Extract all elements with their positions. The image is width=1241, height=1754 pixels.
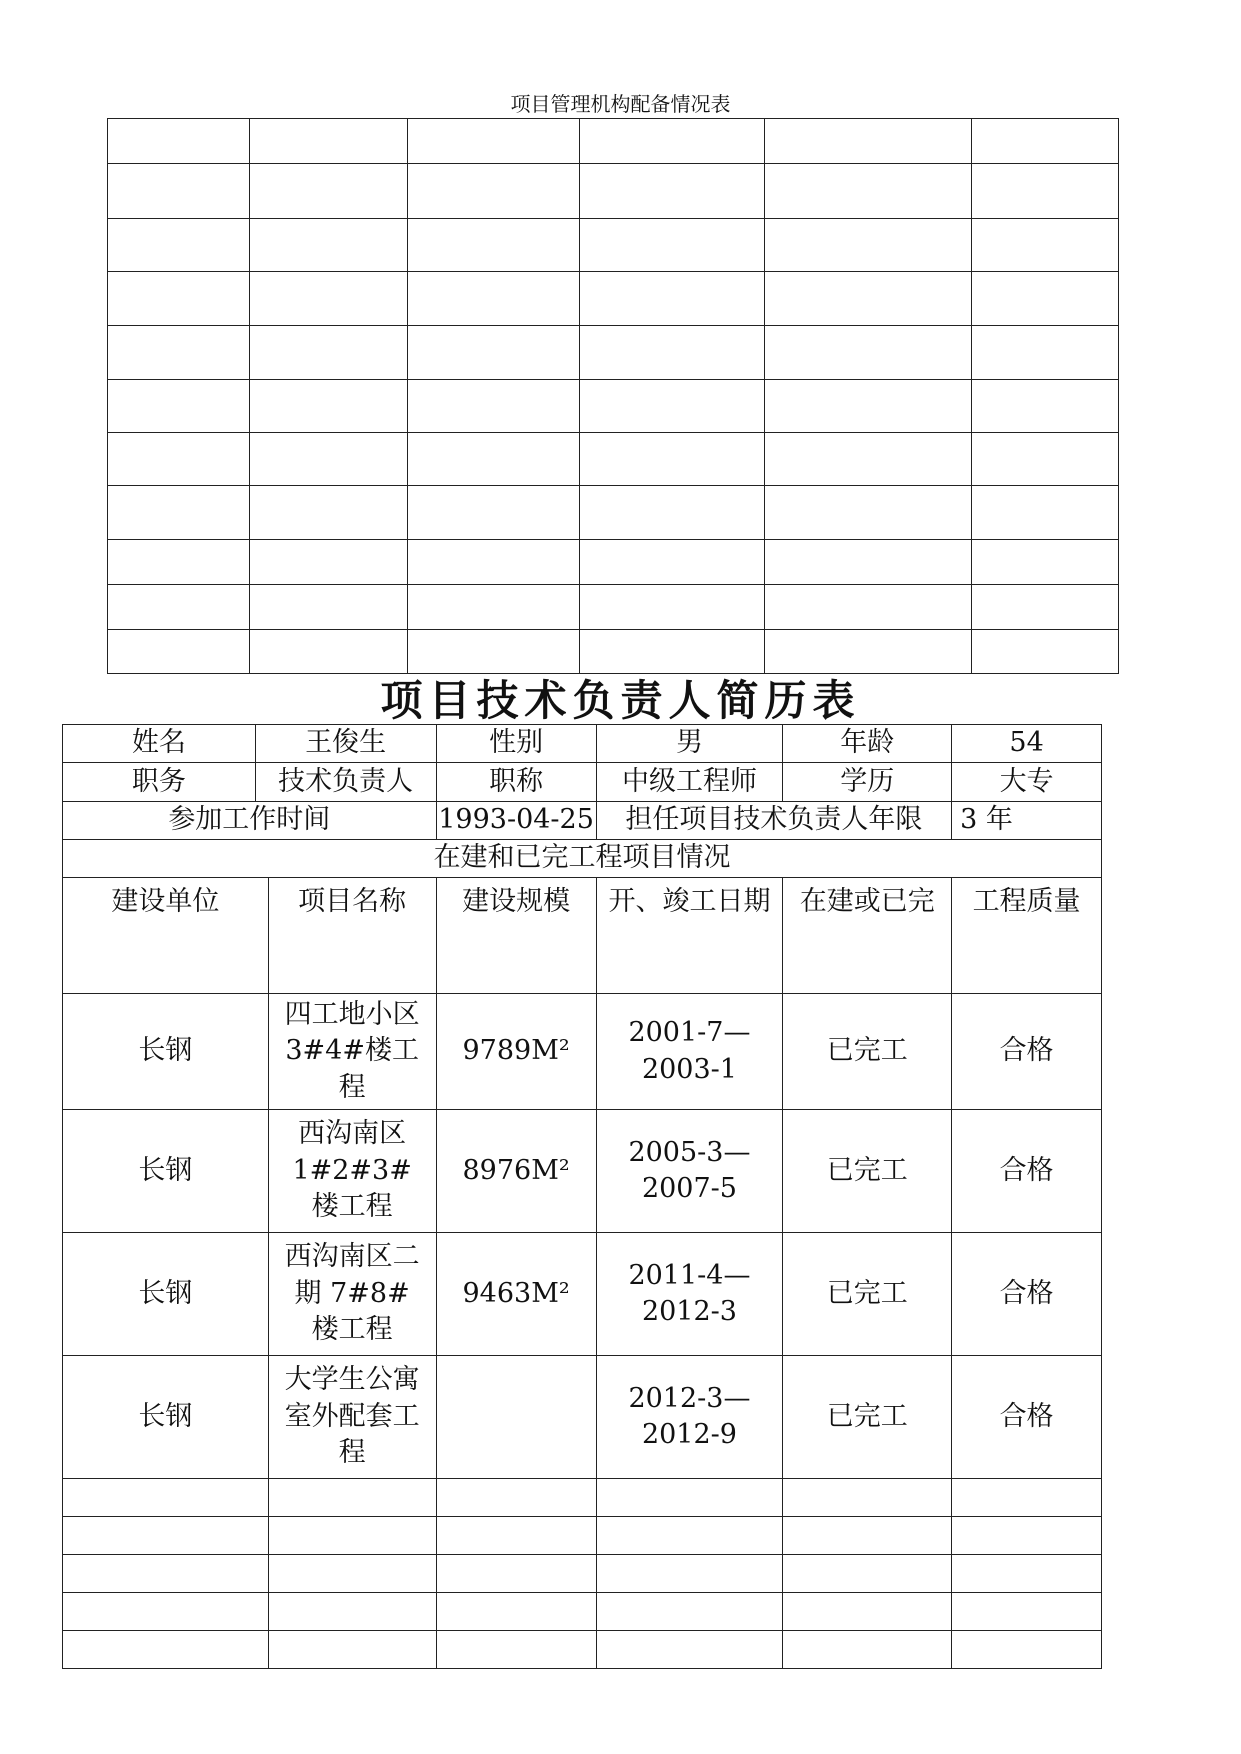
- staff-row: [108, 326, 1119, 380]
- staff-cell: [108, 486, 250, 540]
- staff-cell: [765, 486, 972, 540]
- project-unit: 长钢: [63, 994, 269, 1110]
- staff-cell: [579, 433, 765, 486]
- name-value: 王俊生: [255, 725, 436, 763]
- staff-cell: [249, 433, 407, 486]
- staff-cell: [249, 219, 407, 272]
- staff-cell: [407, 326, 579, 380]
- resume-row-position: [63, 763, 1102, 802]
- staff-cell: [108, 272, 250, 326]
- empty-cell: [436, 1555, 596, 1593]
- staff-row: [108, 164, 1119, 219]
- staff-cell: [579, 164, 765, 219]
- empty-cell: [952, 1555, 1102, 1593]
- empty-cell: [436, 1593, 596, 1631]
- staff-cell: [765, 272, 972, 326]
- staff-cell: [579, 585, 765, 630]
- staff-cell: [972, 540, 1119, 585]
- empty-cell: [63, 1479, 269, 1517]
- empty-cell: [63, 1517, 269, 1555]
- staff-cell: [579, 380, 765, 433]
- empty-cell: [596, 1631, 783, 1669]
- staff-cell: [579, 540, 765, 585]
- staff-row: [108, 219, 1119, 272]
- staff-cell: [108, 630, 250, 674]
- project-quality: 合格: [952, 1233, 1102, 1356]
- project-name: 西沟南区1#2#3#楼工程: [268, 1110, 436, 1233]
- staff-cell: [972, 585, 1119, 630]
- staff-cell: [108, 380, 250, 433]
- empty-cell: [952, 1517, 1102, 1555]
- header-quality: 工程质量: [952, 878, 1102, 994]
- staff-cell: [972, 164, 1119, 219]
- project-status: 已完工: [783, 994, 952, 1110]
- project-scale: 9463M²: [436, 1233, 596, 1356]
- header-dates: 开、竣工日期: [596, 878, 783, 994]
- project-unit: 长钢: [63, 1356, 269, 1479]
- staff-cell: [765, 630, 972, 674]
- project-dates: 2011-4—2012-3: [596, 1233, 783, 1356]
- rank-value: 中级工程师: [596, 763, 783, 802]
- empty-cell: [436, 1517, 596, 1555]
- staff-table: [107, 118, 1119, 674]
- staff-cell: [407, 219, 579, 272]
- staff-row: [108, 272, 1119, 326]
- staff-row: [108, 630, 1119, 674]
- staff-row: [108, 540, 1119, 585]
- staff-cell: [249, 540, 407, 585]
- education-label: 学历: [783, 763, 952, 802]
- staff-cell: [249, 585, 407, 630]
- staff-cell: [407, 540, 579, 585]
- section-label: 在建和已完工程项目情况: [63, 840, 1102, 878]
- age-label: 年龄: [783, 725, 952, 763]
- empty-cell: [783, 1593, 952, 1631]
- resume-row-basic: [63, 725, 1102, 763]
- empty-cell: [268, 1593, 436, 1631]
- resume-row-work: [63, 802, 1102, 840]
- project-unit: 长钢: [63, 1233, 269, 1356]
- staff-cell: [249, 380, 407, 433]
- name-label: 姓名: [63, 725, 256, 763]
- staff-cell: [765, 540, 972, 585]
- project-status: 已完工: [783, 1233, 952, 1356]
- project-quality: 合格: [952, 994, 1102, 1110]
- staff-cell: [108, 164, 250, 219]
- staff-cell: [972, 119, 1119, 164]
- empty-cell: [268, 1555, 436, 1593]
- empty-cell: [783, 1631, 952, 1669]
- empty-cell: [268, 1479, 436, 1517]
- staff-cell: [249, 272, 407, 326]
- empty-row: [63, 1479, 1102, 1517]
- tenure-value: 3 年: [952, 802, 1102, 840]
- staff-cell: [407, 585, 579, 630]
- empty-cell: [952, 1593, 1102, 1631]
- staff-row: [108, 380, 1119, 433]
- gender-value: 男: [596, 725, 783, 763]
- staff-cell: [765, 164, 972, 219]
- staff-cell: [407, 433, 579, 486]
- header-scale: 建设规模: [436, 878, 596, 994]
- empty-row: [63, 1555, 1102, 1593]
- staff-cell: [407, 630, 579, 674]
- staff-cell: [765, 380, 972, 433]
- empty-cell: [783, 1479, 952, 1517]
- project-dates: 2005-3—2007-5: [596, 1110, 783, 1233]
- staff-cell: [579, 272, 765, 326]
- staff-cell: [407, 272, 579, 326]
- staff-cell: [108, 585, 250, 630]
- staff-cell: [579, 630, 765, 674]
- staff-cell: [972, 380, 1119, 433]
- empty-cell: [596, 1555, 783, 1593]
- staff-cell: [765, 219, 972, 272]
- staff-cell: [407, 164, 579, 219]
- staff-cell: [249, 164, 407, 219]
- rank-label: 职称: [436, 763, 596, 802]
- empty-cell: [436, 1479, 596, 1517]
- empty-cell: [268, 1517, 436, 1555]
- project-scale: 8976M²: [436, 1110, 596, 1233]
- empty-cell: [596, 1593, 783, 1631]
- staff-cell: [108, 540, 250, 585]
- project-name: 四工地小区 3#4#楼工程: [268, 994, 436, 1110]
- staff-cell: [765, 433, 972, 486]
- staff-cell: [249, 486, 407, 540]
- staff-cell: [972, 326, 1119, 380]
- staff-cell: [579, 486, 765, 540]
- age-value: 54: [952, 725, 1102, 763]
- project-scale: 9789M²: [436, 994, 596, 1110]
- staff-cell: [765, 326, 972, 380]
- page-header: 项目管理机构配备情况表: [510, 92, 731, 116]
- project-header-row: [63, 878, 1102, 994]
- staff-cell: [972, 433, 1119, 486]
- project-row: [63, 994, 1102, 1110]
- staff-cell: [407, 119, 579, 164]
- gender-label: 性别: [436, 725, 596, 763]
- empty-cell: [783, 1517, 952, 1555]
- header-project-name: 项目名称: [268, 878, 436, 994]
- project-name: 西沟南区二期 7#8#楼工程: [268, 1233, 436, 1356]
- staff-cell: [765, 119, 972, 164]
- project-row: [63, 1110, 1102, 1233]
- project-row: [63, 1233, 1102, 1356]
- staff-cell: [765, 585, 972, 630]
- project-dates: 2012-3—2012-9: [596, 1356, 783, 1479]
- project-scale: [436, 1356, 596, 1479]
- staff-row: [108, 433, 1119, 486]
- empty-cell: [63, 1593, 269, 1631]
- staff-cell: [108, 219, 250, 272]
- project-status: 已完工: [783, 1110, 952, 1233]
- empty-cell: [783, 1555, 952, 1593]
- staff-cell: [249, 119, 407, 164]
- staff-cell: [972, 486, 1119, 540]
- position-label: 职务: [63, 763, 256, 802]
- staff-cell: [249, 326, 407, 380]
- empty-row: [63, 1631, 1102, 1669]
- staff-cell: [407, 486, 579, 540]
- tenure-label: 担任项目技术负责人年限: [596, 802, 952, 840]
- staff-row: [108, 119, 1119, 164]
- empty-cell: [63, 1555, 269, 1593]
- project-unit: 长钢: [63, 1110, 269, 1233]
- project-name: 大学生公寓室外配套工程: [268, 1356, 436, 1479]
- staff-row: [108, 486, 1119, 540]
- staff-cell: [579, 119, 765, 164]
- empty-row: [63, 1593, 1102, 1631]
- empty-cell: [596, 1517, 783, 1555]
- position-value: 技术负责人: [255, 763, 436, 802]
- staff-cell: [407, 380, 579, 433]
- start-value: 1993-04-25: [436, 802, 596, 840]
- empty-cell: [596, 1479, 783, 1517]
- resume-title: 项目技术负责人简历表: [380, 676, 861, 725]
- empty-cell: [63, 1631, 269, 1669]
- empty-cell: [952, 1631, 1102, 1669]
- staff-cell: [972, 219, 1119, 272]
- resume-section-row: [63, 840, 1102, 878]
- project-quality: 合格: [952, 1110, 1102, 1233]
- project-quality: 合格: [952, 1356, 1102, 1479]
- project-status: 已完工: [783, 1356, 952, 1479]
- empty-cell: [952, 1479, 1102, 1517]
- header-unit: 建设单位: [63, 878, 269, 994]
- staff-cell: [972, 272, 1119, 326]
- staff-cell: [108, 326, 250, 380]
- staff-cell: [579, 326, 765, 380]
- empty-row: [63, 1517, 1102, 1555]
- project-dates: 2001-7—2003-1: [596, 994, 783, 1110]
- empty-cell: [436, 1631, 596, 1669]
- start-label: 参加工作时间: [63, 802, 437, 840]
- resume-table: [62, 724, 1102, 1669]
- staff-row: [108, 585, 1119, 630]
- staff-cell: [249, 630, 407, 674]
- staff-cell: [579, 219, 765, 272]
- staff-cell: [972, 630, 1119, 674]
- empty-cell: [268, 1631, 436, 1669]
- staff-cell: [108, 433, 250, 486]
- education-value: 大专: [952, 763, 1102, 802]
- project-row: [63, 1356, 1102, 1479]
- header-status: 在建或已完: [783, 878, 952, 994]
- staff-cell: [108, 119, 250, 164]
